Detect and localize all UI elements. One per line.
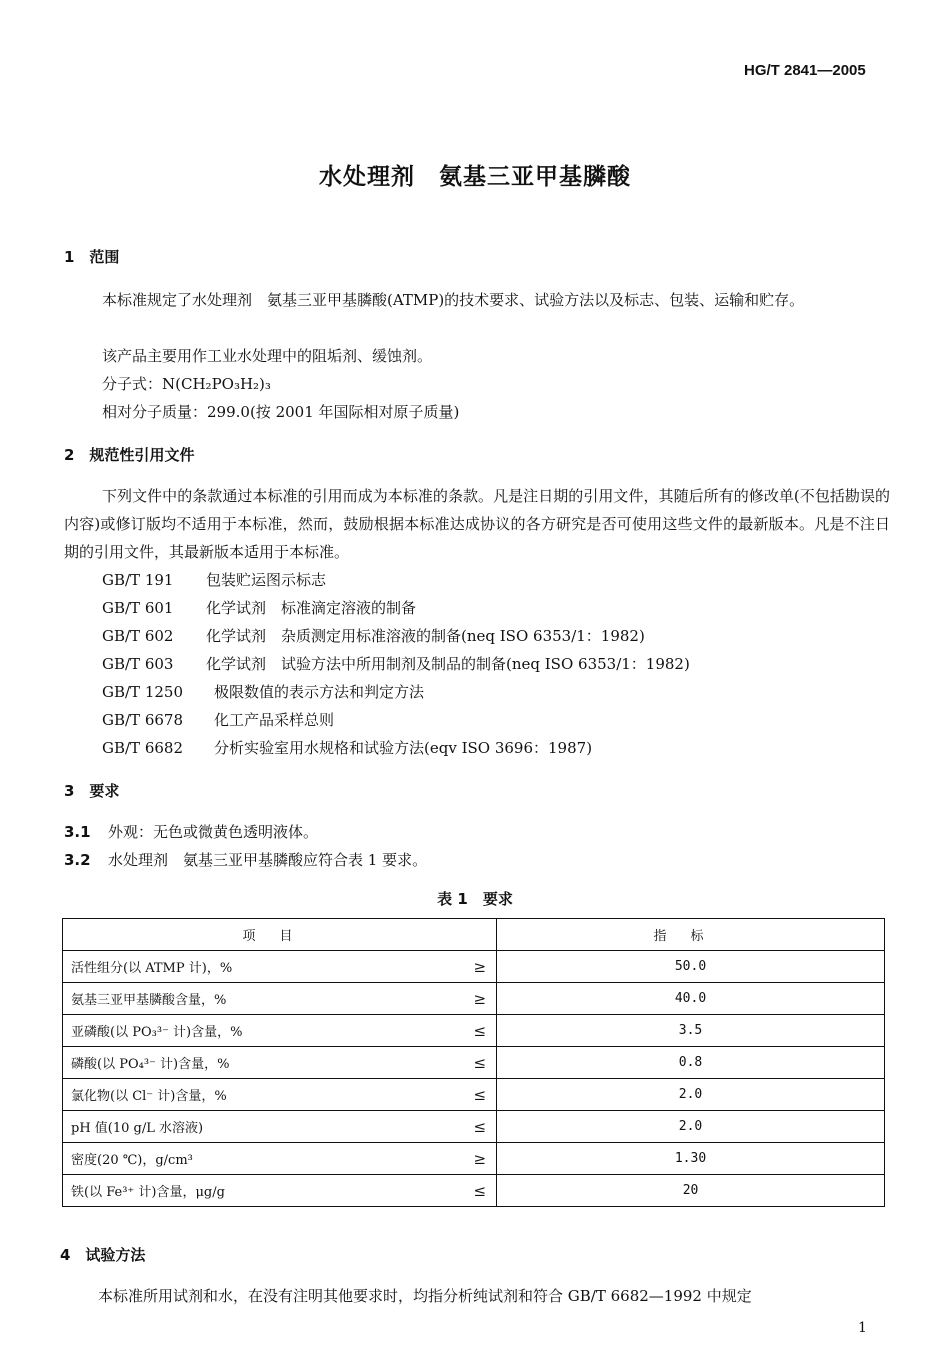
- table-row: [63, 951, 885, 983]
- clause-text: 水处理剂 氨基三亚甲基膦酸应符合表 1 要求。: [108, 851, 428, 869]
- reference-code: GB/T 6678: [102, 711, 184, 729]
- table-row: [63, 1111, 885, 1143]
- row-item: 密度(20 ℃)，g/cm³: [63, 1143, 443, 1175]
- row-value: 2.0: [497, 1079, 885, 1111]
- reference-code: GB/T 1250: [102, 683, 184, 701]
- row-sign: ≤: [443, 1111, 497, 1143]
- row-value: 2.0: [497, 1111, 885, 1143]
- reference-title: 包装贮运图示标志: [206, 571, 327, 589]
- section-3-heading: 3 要求: [64, 782, 120, 800]
- row-value: 50.0: [497, 951, 885, 983]
- column-header-value: 指标: [497, 919, 885, 951]
- reference-code: GB/T 602: [102, 627, 174, 645]
- table-header-row: [63, 919, 885, 951]
- row-item: 铁(以 Fe³⁺ 计)含量，μg/g: [63, 1175, 443, 1207]
- table-row: [63, 1015, 885, 1047]
- section-1-heading: 1 范围: [64, 248, 120, 266]
- row-item: 亚磷酸(以 PO₃³⁻ 计)含量，%: [63, 1015, 443, 1047]
- row-sign: ≤: [443, 1175, 497, 1207]
- table-row: [63, 1143, 885, 1175]
- clause-number: 3.2: [64, 851, 91, 869]
- clause-text: 外观：无色或微黄色透明液体。: [108, 823, 319, 841]
- section-2-heading: 2 规范性引用文件: [64, 446, 195, 464]
- reference-code: GB/T 191: [102, 571, 174, 589]
- section-1-paragraph-1: 本标准规定了水处理剂 氨基三亚甲基膦酸(ATMP)的技术要求、试验方法以及标志、包装、运输和贮存。: [102, 291, 805, 309]
- clause-3-1: [64, 818, 318, 846]
- reference-title: 极限数值的表示方法和判定方法: [214, 683, 425, 701]
- reference-item: [102, 650, 690, 678]
- reference-title: 化学试剂 杂质测定用标准溶液的制备(neq ISO 6353/1：1982): [206, 627, 645, 645]
- column-header-item: 项目: [63, 919, 497, 951]
- row-value: 20: [497, 1175, 885, 1207]
- reference-title: 化学试剂 试验方法中所用制剂及制品的制备(neq ISO 6353/1：1982): [206, 655, 690, 673]
- standard-code: HG/T 2841—2005: [744, 62, 866, 79]
- row-item: 氯化物(以 Cl⁻ 计)含量，%: [63, 1079, 443, 1111]
- formula-value: N(CH₂PO₃H₂)₃: [162, 375, 271, 393]
- molecular-formula-line: [102, 370, 271, 398]
- reference-item: [102, 566, 326, 594]
- row-value: 3.5: [497, 1015, 885, 1047]
- section-1-paragraph-2: 该产品主要用作工业水处理中的阻垢剂、缓蚀剂。: [102, 347, 433, 365]
- row-item: pH 值(10 g/L 水溶液): [63, 1111, 443, 1143]
- section-4-heading: 4 试验方法: [60, 1246, 146, 1264]
- table-row: [63, 1079, 885, 1111]
- table-row: [63, 1047, 885, 1079]
- molecular-mass-line: 相对分子质量：299.0(按 2001 年国际相对原子质量): [102, 403, 460, 421]
- reference-item: [102, 706, 334, 734]
- reference-item: [102, 622, 645, 650]
- row-item: 活性组分(以 ATMP 计)，%: [63, 951, 443, 983]
- row-item: 氨基三亚甲基膦酸含量，%: [63, 983, 443, 1015]
- page-number: 1: [858, 1320, 867, 1336]
- reference-code: GB/T 603: [102, 655, 174, 673]
- table-row: [63, 983, 885, 1015]
- row-sign: ≤: [443, 1047, 497, 1079]
- row-sign: ≥: [443, 983, 497, 1015]
- reference-code: GB/T 601: [102, 599, 174, 617]
- row-value: 40.0: [497, 983, 885, 1015]
- reference-item: [102, 594, 416, 622]
- reference-title: 化工产品采样总则: [214, 711, 335, 729]
- reference-title: 分析实验室用水规格和试验方法(eqv ISO 3696：1987): [214, 739, 593, 757]
- row-sign: ≤: [443, 1015, 497, 1047]
- row-sign: ≤: [443, 1079, 497, 1111]
- row-value: 1.30: [497, 1143, 885, 1175]
- reference-item: [102, 734, 592, 762]
- row-sign: ≥: [443, 951, 497, 983]
- formula-label: 分子式：: [102, 375, 163, 393]
- row-value: 0.8: [497, 1047, 885, 1079]
- clause-number: 3.1: [64, 823, 91, 841]
- row-sign: ≥: [443, 1143, 497, 1175]
- section-4-paragraph: 本标准所用试剂和水，在没有注明其他要求时，均指分析纯试剂和符合 GB/T 6682—1992 中规定: [98, 1287, 752, 1305]
- reference-code: GB/T 6682: [102, 739, 184, 757]
- clause-3-2: [64, 846, 427, 874]
- table-row: [63, 1175, 885, 1207]
- table-caption: 表 1 要求: [437, 890, 513, 908]
- document-title: 水处理剂 氨基三亚甲基膦酸: [319, 164, 631, 190]
- section-2-intro: 下列文件中的条款通过本标准的引用而成为本标准的条款。凡是注日期的引用文件，其随后所有的修改单(不包括勘误的内容)或修订版均不适用于本标准，然而，鼓励根据本标准达成协议的各方研究是否可使用这些文件的最新版本。凡是不注日期的引用文件，其最新版本适用于本标准。: [64, 487, 890, 561]
- row-item: 磷酸(以 PO₄³⁻ 计)含量，%: [63, 1047, 443, 1079]
- reference-title: 化学试剂 标准滴定溶液的制备: [206, 599, 417, 617]
- requirements-table: [62, 918, 885, 1207]
- reference-item: [102, 678, 424, 706]
